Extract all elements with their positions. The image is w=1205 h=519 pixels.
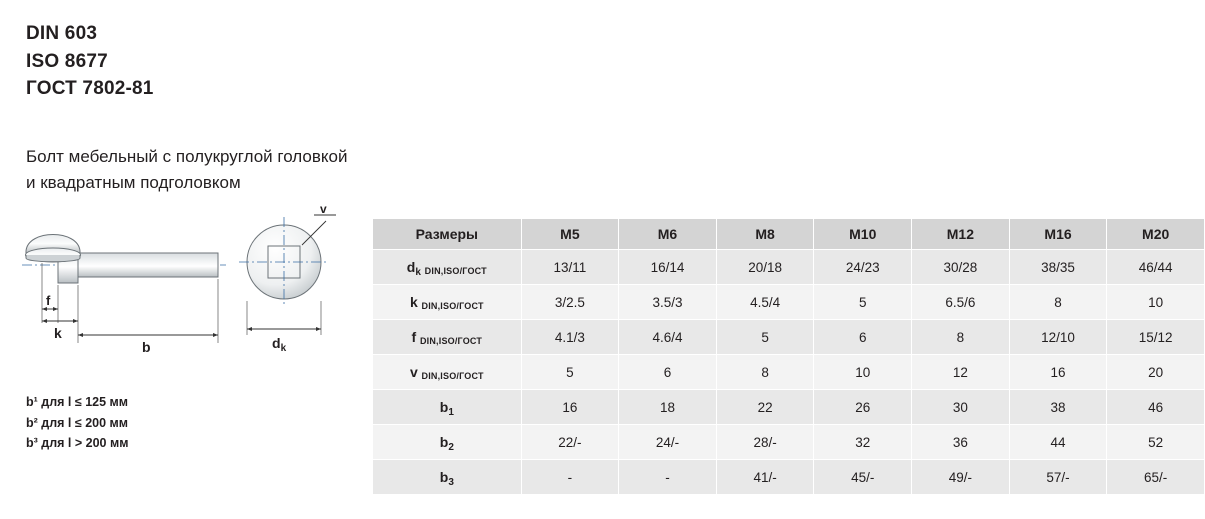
cell-b1-m16: 38: [1009, 390, 1107, 425]
cell-dk-m5: 13/11: [521, 250, 619, 285]
cell-f-m8: 5: [716, 320, 814, 355]
header-cell-m5: M5: [521, 219, 619, 250]
row-label-v: [373, 355, 522, 390]
cell-k-m10: 5: [814, 285, 912, 320]
product-description: [26, 144, 347, 197]
cell-v-m10: 10: [814, 355, 912, 390]
table-row: [373, 355, 1205, 390]
cell-k-m20: 10: [1107, 285, 1205, 320]
row-label-v-std: DIN,ISO/ГОСТ: [421, 371, 484, 381]
cell-b2-m10: 32: [814, 425, 912, 460]
row-label-dk-std: DIN,ISO/ГОСТ: [424, 266, 487, 276]
cell-v-m6: 6: [619, 355, 717, 390]
row-label-f-std: DIN,ISO/ГОСТ: [419, 336, 483, 346]
table-header-row: [373, 219, 1205, 250]
cell-f-m10: 6: [814, 320, 912, 355]
row-label-b1-main: b: [439, 399, 449, 415]
cell-v-m16: 16: [1009, 355, 1107, 390]
cell-k-m8: 4.5/4: [716, 285, 814, 320]
cell-v-m5: 5: [521, 355, 619, 390]
drawing-label-v: v: [320, 205, 327, 216]
standard-iso: ISO 8677: [26, 50, 108, 72]
cell-v-m8: 8: [716, 355, 814, 390]
row-label-f-main: f: [411, 329, 417, 345]
row-label-dk-sub: k: [415, 267, 421, 278]
cell-b1-m20: 46: [1107, 390, 1205, 425]
cell-b1-m5: 16: [521, 390, 619, 425]
cell-b2-m6: 24/-: [619, 425, 717, 460]
cell-b3-m8: 41/-: [716, 460, 814, 495]
footnote-b1: b¹ для l ≤ 125 мм: [26, 395, 129, 409]
row-label-v-main: v: [409, 364, 418, 380]
row-label-k-main: k: [409, 294, 418, 310]
table-row: [373, 425, 1205, 460]
cell-b3-m10: 45/-: [814, 460, 912, 495]
bolt-front-view: [239, 205, 336, 354]
row-label-b3-main: b: [439, 469, 449, 485]
row-label-b3-sub: 3: [448, 477, 454, 488]
dimensions-table: [372, 218, 1205, 495]
cell-b3-m5: -: [521, 460, 619, 495]
bolt-side-view: [22, 235, 226, 356]
cell-b2-m12: 36: [912, 425, 1010, 460]
drawing-label-f: f: [46, 293, 51, 308]
header-cell-m8: M8: [716, 219, 814, 250]
drawing-label-dk: $d_k$: [272, 335, 287, 354]
table-row: [373, 320, 1205, 355]
cell-f-m5: 4.1/3: [521, 320, 619, 355]
cell-b1-m6: 18: [619, 390, 717, 425]
row-label-b1: [373, 390, 522, 425]
drawing-label-b: b: [142, 339, 151, 355]
header-cell-m12: M12: [912, 219, 1010, 250]
standards-list: [26, 20, 154, 103]
standard-din: DIN 603: [26, 23, 98, 44]
cell-b3-m6: -: [619, 460, 717, 495]
cell-b2-m16: 44: [1009, 425, 1107, 460]
cell-b2-m20: 52: [1107, 425, 1205, 460]
cell-b3-m16: 57/-: [1009, 460, 1107, 495]
cell-b1-m8: 22: [716, 390, 814, 425]
table-row: [373, 250, 1205, 285]
cell-f-m16: 12/10: [1009, 320, 1107, 355]
cell-f-m6: 4.6/4: [619, 320, 717, 355]
header-cell-m6: M6: [619, 219, 717, 250]
row-label-dk-main: d: [406, 259, 416, 275]
header-cell-m20: M20: [1107, 219, 1205, 250]
row-label-b2-main: b: [439, 434, 449, 450]
footnote-b2: b² для l ≤ 200 мм: [26, 415, 129, 430]
dimensions-table-wrapper: [372, 218, 1205, 495]
cell-b1-m12: 30: [912, 390, 1010, 425]
row-label-f: [373, 320, 522, 355]
table-row: [373, 460, 1205, 495]
row-label-k-std: DIN,ISO/ГОСТ: [421, 301, 484, 311]
row-label-k: [373, 285, 522, 320]
row-label-b2: [373, 425, 522, 460]
cell-b1-m10: 26: [814, 390, 912, 425]
cell-dk-m6: 16/14: [619, 250, 717, 285]
cell-k-m12: 6.5/6: [912, 285, 1010, 320]
cell-f-m20: 15/12: [1107, 320, 1205, 355]
technical-drawing: [14, 205, 354, 380]
cell-b2-m8: 28/-: [716, 425, 814, 460]
product-description-line-1: Болт мебельный с полукруглой головкой: [26, 147, 348, 166]
table-row: [373, 285, 1205, 320]
drawing-label-k: k: [54, 325, 62, 341]
row-label-b2-sub: 2: [448, 442, 454, 453]
header-cell-m16: M16: [1009, 219, 1107, 250]
header-cell-sizes: Размеры: [373, 219, 522, 250]
row-label-b3: [373, 460, 522, 495]
product-description-line-2: и квадратным подголовком: [26, 173, 241, 193]
header-cell-m10: M10: [814, 219, 912, 250]
cell-k-m5: 3/2.5: [521, 285, 619, 320]
cell-dk-m8: 20/18: [716, 250, 814, 285]
cell-dk-m16: 38/35: [1009, 250, 1107, 285]
table-row: [373, 390, 1205, 425]
cell-b3-m20: 65/-: [1107, 460, 1205, 495]
cell-dk-m20: 46/44: [1107, 250, 1205, 285]
cell-f-m12: 8: [912, 320, 1010, 355]
cell-v-m20: 20: [1107, 355, 1205, 390]
footnote-b3: b³ для l > 200 мм: [26, 436, 129, 451]
row-label-b1-sub: 1: [448, 407, 454, 418]
cell-v-m12: 12: [912, 355, 1010, 390]
footnotes: [26, 392, 128, 454]
cell-b2-m5: 22/-: [521, 425, 619, 460]
cell-k-m6: 3.5/3: [619, 285, 717, 320]
cell-dk-m10: 24/23: [814, 250, 912, 285]
cell-dk-m12: 30/28: [912, 250, 1010, 285]
cell-k-m16: 8: [1009, 285, 1107, 320]
standard-gost: ГОСТ 7802-81: [26, 78, 154, 100]
cell-b3-m12: 49/-: [912, 460, 1010, 495]
row-label-dk: [373, 250, 522, 285]
